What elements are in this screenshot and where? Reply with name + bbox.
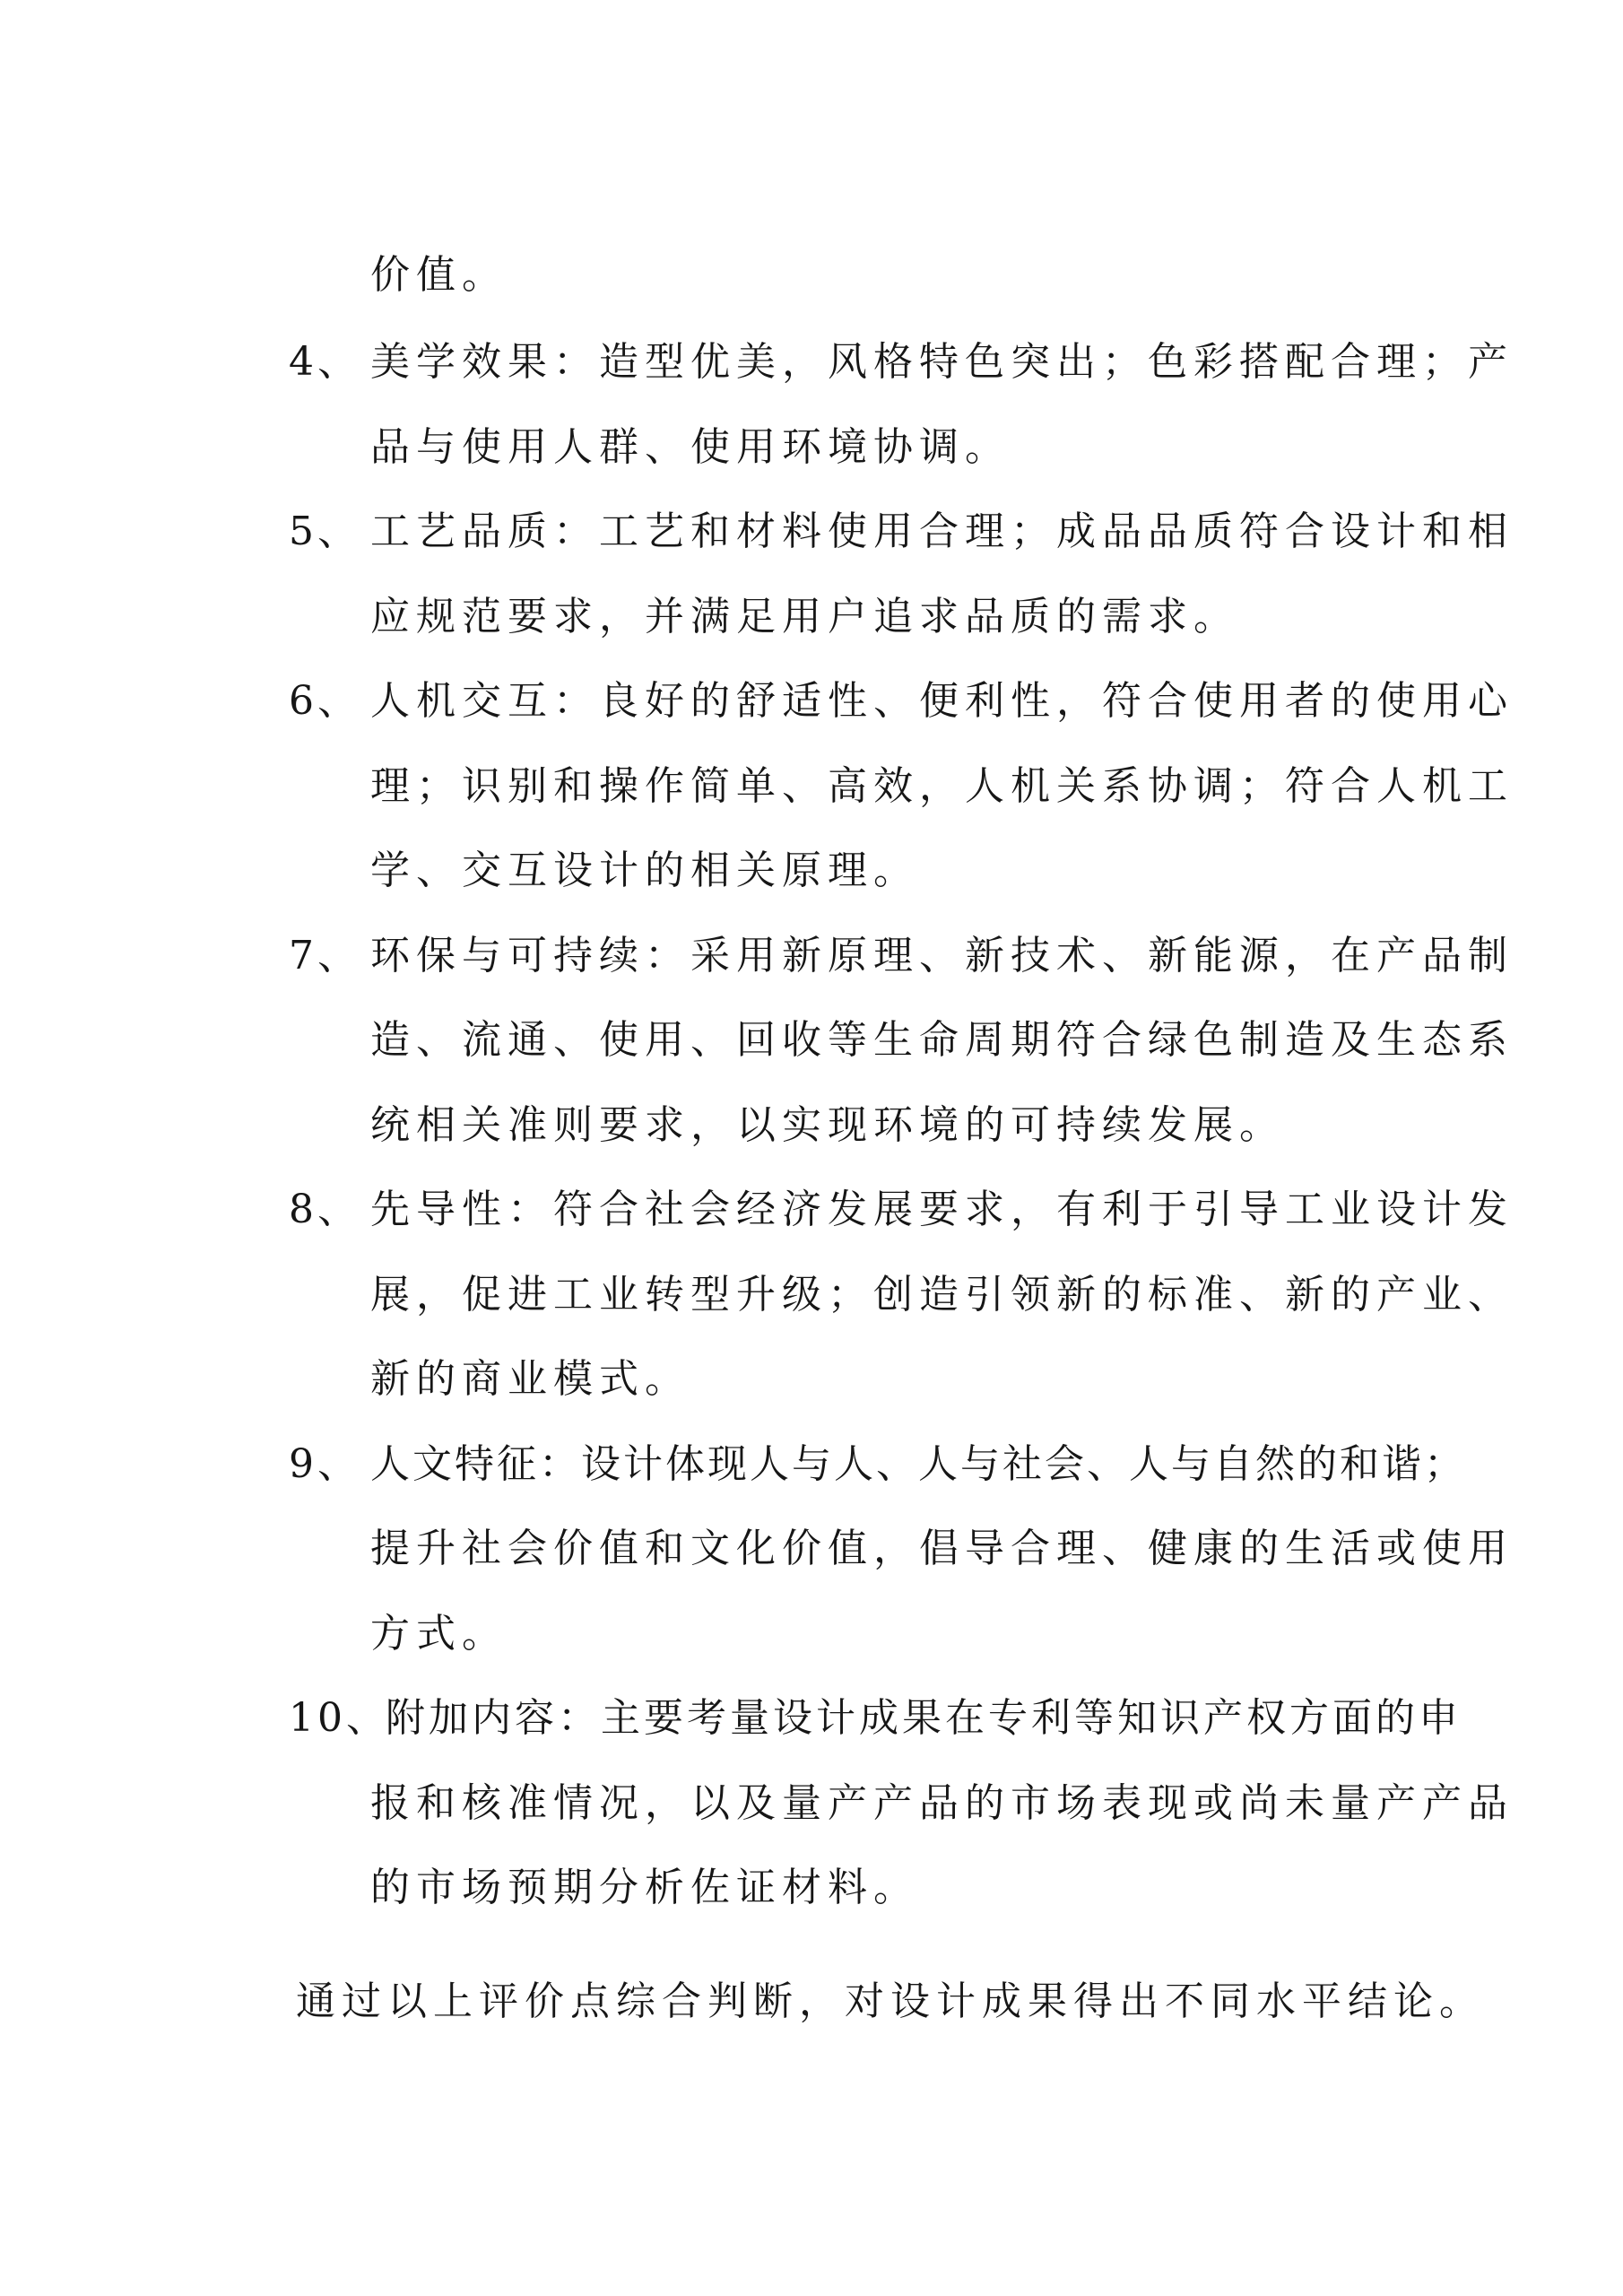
- item-7-line-2: 造、流通、使用、回收等生命周期符合绿色制造及生态系: [370, 1017, 1514, 1063]
- closing-paragraph: 通过以上评价点综合判断，对设计成果得出不同水平结论。: [296, 1979, 1485, 2024]
- item-8-line-2: 展，促进工业转型升级；创造引领新的标准、新的产业、: [370, 1272, 1514, 1318]
- item-5-line-2: 应规范要求，并满足用户追求品质的需求。: [370, 594, 1239, 639]
- item-4-line-1: 美学效果：造型优美，风格特色突出；色彩搭配合理；产: [370, 339, 1514, 385]
- item-10-line-1: 附加内容：主要考量设计成果在专利等知识产权方面的申: [386, 1695, 1462, 1741]
- item-10-line-2: 报和核准情况，以及量产产品的市场表现或尚未量产产品: [370, 1780, 1514, 1826]
- item-6-line-1: 人机交互：良好的舒适性、便利性，符合使用者的使用心: [370, 678, 1514, 724]
- item-9-line-2: 提升社会价值和文化价值，倡导合理、健康的生活或使用: [370, 1526, 1514, 1571]
- item-number-10: 10、: [289, 1695, 389, 1741]
- item-number-4: 4、: [289, 339, 360, 385]
- item-9-line-3: 方式。: [370, 1611, 508, 1657]
- item-6-line-2: 理；识别和操作简单、高效，人机关系协调；符合人机工: [370, 763, 1514, 809]
- item-7-line-3: 统相关准则要求，以实现环境的可持续发展。: [370, 1102, 1285, 1148]
- item-10-line-3: 的市场预期分析佐证材料。: [370, 1865, 919, 1910]
- item-4-line-2: 品与使用人群、使用环境协调。: [370, 424, 1011, 470]
- item-8-line-3: 新的商业模式。: [370, 1356, 690, 1402]
- item-number-5: 5、: [289, 509, 360, 554]
- continuation-line: 价值。: [370, 252, 508, 298]
- item-9-line-1: 人文特征：设计体现人与人、人与社会、人与自然的和谐；: [370, 1441, 1466, 1487]
- item-5-line-1: 工艺品质：工艺和材料使用合理；成品品质符合设计和相: [370, 509, 1514, 554]
- item-number-7: 7、: [289, 933, 360, 978]
- item-number-8: 8、: [289, 1187, 360, 1232]
- item-7-line-1: 环保与可持续：采用新原理、新技术、新能源，在产品制: [370, 933, 1514, 978]
- item-number-9: 9、: [289, 1441, 360, 1487]
- item-number-6: 6、: [289, 678, 360, 724]
- item-8-line-1: 先导性：符合社会经济发展要求，有利于引导工业设计发: [370, 1187, 1514, 1232]
- item-6-line-3: 学、交互设计的相关原理。: [370, 848, 919, 893]
